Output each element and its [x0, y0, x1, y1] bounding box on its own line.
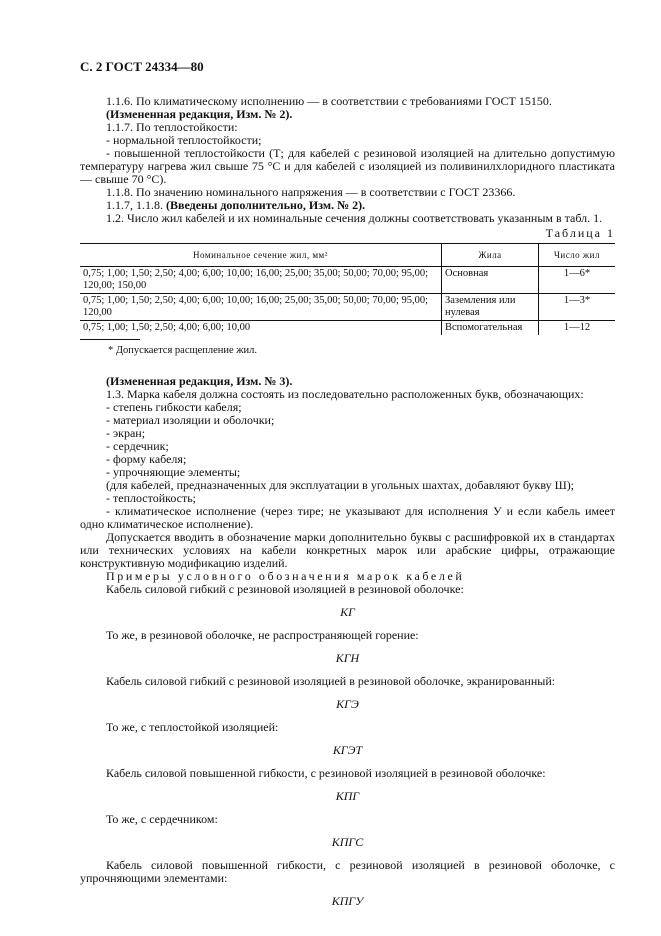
- cable-code: КГН: [335, 651, 360, 665]
- example-description: Кабель силовой повышенной гибкости, с резиновой изоляцией в резиновой оболочке:: [106, 766, 546, 780]
- table-row: [80, 321, 615, 336]
- table-caption: Таблица 1: [545, 226, 615, 240]
- list-item: - климатическое исполнение (через тире; не указывают для исполнения У и если кабель имеет одно климатическое исполнение).: [80, 504, 615, 531]
- table-cell: 1—6*: [539, 267, 616, 294]
- example-description: Кабель силовой гибкий с резиновой изоляцией в резиновой оболочке:: [106, 582, 464, 596]
- table-header-row: [80, 244, 615, 267]
- example-description: То же, в резиновой оболочке, не распространяющей горение:: [106, 628, 419, 642]
- table-cell: Основная: [442, 267, 539, 294]
- table-cell: 1—12: [539, 321, 616, 336]
- list-item: - материал изоляции и оболочки;: [106, 413, 275, 427]
- list-item: - экран;: [106, 426, 146, 440]
- example-description: То же, с теплостойкой изоляцией:: [106, 720, 279, 734]
- clause-1-2: 1.2. Число жил кабелей и их номинальные сечения должны соответствовать указанным в табл. 1.: [106, 211, 603, 225]
- example-description: Кабель силовой повышенной гибкости, с резиновой изоляцией в резиновой оболочке, с упрочняющими элементами:: [80, 858, 615, 885]
- table-cell: Заземления или нулевая: [442, 294, 539, 321]
- document-page: [80, 60, 615, 918]
- page-header: С. 2 ГОСТ 24334—80: [80, 59, 204, 74]
- table-row: [80, 294, 615, 321]
- examples-heading: Примеры условного обозначения марок кабелей: [106, 569, 465, 583]
- list-item: - повышенной теплостойкости (Т; для кабелей с резиновой изоляцией на длительно допустимую температуру нагрева жил свыше 75 °С и для кабелей с изоляцией из поливинилхлоридного пластиката — свыше 70 °С).: [80, 146, 615, 186]
- example-description: Кабель силовой гибкий с резиновой изоляцией в резиновой оболочке, экранированный:: [106, 674, 556, 688]
- cable-code: КГЭТ: [332, 743, 363, 757]
- table-cell: 0,75; 1,00; 1,50; 2,50; 4,00; 6,00; 10,00; 16,00; 25,00; 35,00; 50,00; 70,00; 95,00; 120,00: [80, 294, 442, 321]
- list-item: - теплостойкость;: [106, 491, 197, 505]
- list-item: - форму кабеля;: [106, 452, 187, 466]
- clause-1-1-6: 1.1.6. По климатическому исполнению — в соответствии с требованиями ГОСТ 15150.: [106, 94, 552, 108]
- cable-code: КПГ: [335, 789, 360, 803]
- paragraph: Допускается вводить в обозначение марки дополнительно буквы с расшифровкой их в стандартах или технических условиях на кабели конкретных марок или арабские цифры, отражающие конструктивную модификацию изделий.: [80, 530, 615, 570]
- amendment-note: (Измененная редакция, Изм. № 2).: [106, 107, 293, 121]
- clause-1-1-7: 1.1.7. По теплостойкости:: [106, 120, 238, 134]
- table-cell: 0,75; 1,00; 1,50; 2,50; 4,00; 6,00; 10,00; 16,00; 25,00; 35,00; 50,00; 70,00; 95,00; 120,00; 150,00: [80, 267, 442, 294]
- list-item: - упрочняющие элементы;: [106, 465, 241, 479]
- cable-code: КГ: [340, 605, 355, 619]
- footnote: * Допускается расщепление жил.: [108, 345, 258, 356]
- list-item: (для кабелей, предназначенных для эксплуатации в угольных шахтах, добавляют букву Ш);: [106, 478, 575, 492]
- list-item: - нормальной теплостойкости;: [106, 133, 262, 147]
- table-row: [80, 267, 615, 294]
- table-cell: 0,75; 1,00; 1,50; 2,50; 4,00; 6,00; 10,00: [83, 322, 251, 333]
- list-item: - степень гибкости кабеля;: [106, 400, 242, 414]
- cable-code: КПГС: [331, 835, 364, 849]
- cable-code: КГЭ: [336, 697, 359, 711]
- column-header: Число жил: [539, 244, 616, 267]
- column-header: Жила: [442, 244, 539, 267]
- example-description: То же, с сердечником:: [106, 812, 218, 826]
- amendment-text: (Введены дополнительно, Изм. № 2).: [166, 198, 366, 212]
- list-item: - сердечник;: [106, 439, 169, 453]
- table-cell: Вспомогательная: [442, 321, 539, 336]
- table-cell: 1—3*: [539, 294, 616, 321]
- table-1: [80, 243, 615, 335]
- footnote-divider: [80, 339, 140, 340]
- amendment-note: (Измененная редакция, Изм. № 3).: [106, 374, 293, 388]
- amendment-clauses: 1.1.7, 1.1.8.: [106, 198, 163, 212]
- column-header: Номинальное сечение жил, мм²: [80, 244, 442, 267]
- clause-1-1-8: 1.1.8. По значению номинального напряжения — в соответствии с ГОСТ 23366.: [106, 185, 516, 199]
- cable-code: КПГУ: [331, 894, 364, 908]
- clause-1-3: 1.3. Марка кабеля должна состоять из последовательно расположенных букв, обозначающих:: [106, 387, 584, 401]
